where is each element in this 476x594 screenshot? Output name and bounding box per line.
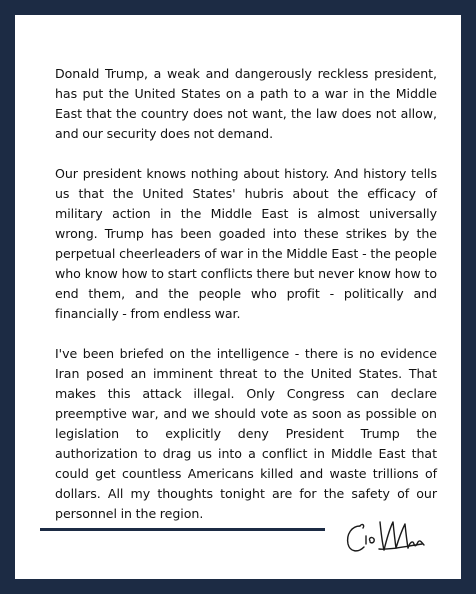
statement-body	[55, 64, 437, 524]
paragraph-1: Donald Trump, a weak and dangerously reckless president, has put the United States on a path to a war in the Middle East that the country does not want, the law does not allow, and our security does not demand.	[55, 66, 437, 141]
statement-card	[15, 15, 461, 579]
handwritten-signature	[344, 514, 426, 558]
paragraph-3: I've been briefed on the intelligence - there is no evidence Iran posed an imminent threat to the United States. That makes this attack illegal. Only Congress can declare preemptive war, and we should vote as soon as possible on legislation to explicitly deny President Trump the authorization to drag us into a conflict in Middle East that could get countless Americans killed and waste trillions of dollars. All my thoughts tonight are for the safety of our personnel in the region.	[55, 346, 437, 521]
paragraph-2: Our president knows nothing about history. And history tells us that the United States' hubris about the efficacy of military action in the Middle East is almost universally wrong. Trump has been goaded into these strikes by the perpetual cheerleaders of war in the Middle East - the people who know how to start conflicts there but never know how to end them, and the people who profit - politically and financially - from endless war.	[55, 166, 437, 321]
signature-line	[40, 528, 325, 531]
